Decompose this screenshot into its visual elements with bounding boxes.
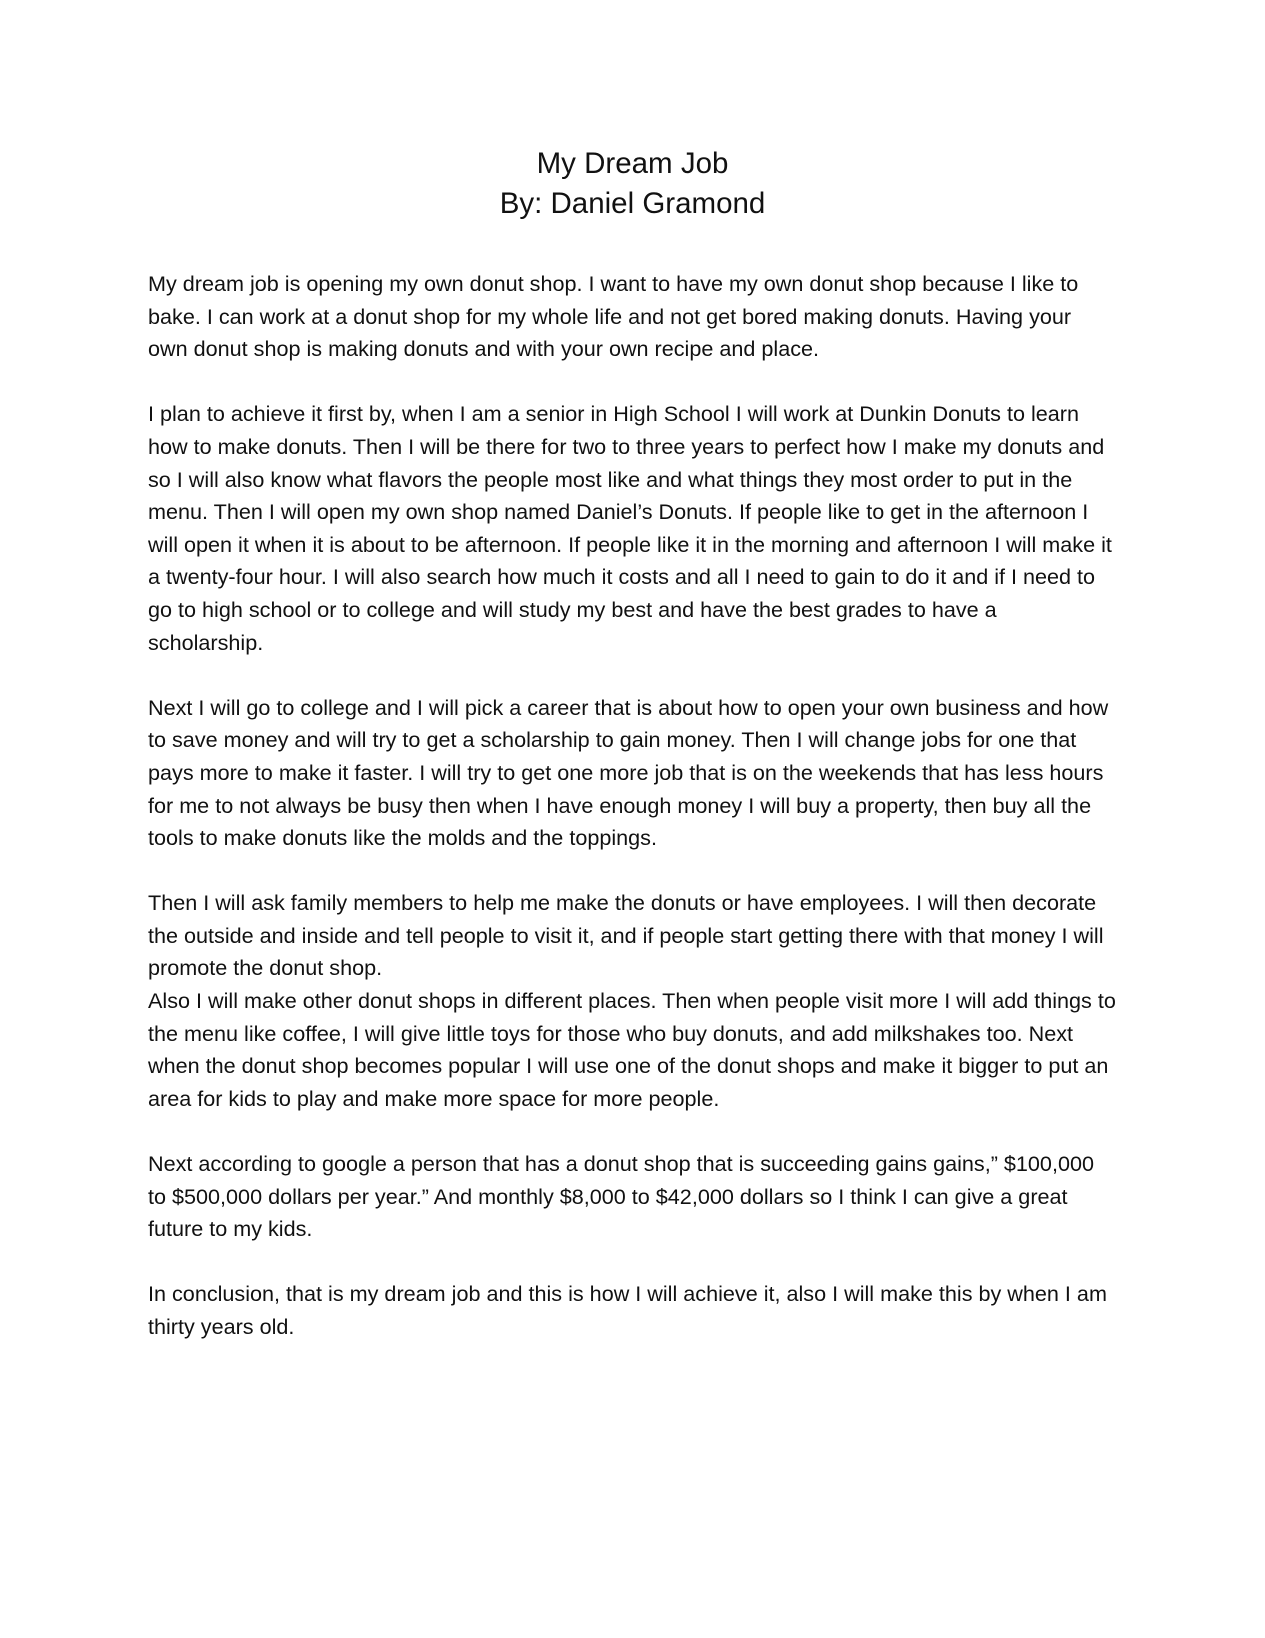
paragraph-college: Next I will go to college and I will pick a career that is about how to open your own business and how to save money and will try to get a scholarship to gain money. Then I will change jobs for one that pays more to make it faster. I will try to get one more job that is on the weekends that has less hours for me to not always be busy then when I have enough money I will buy a property, then buy all the tools to make donuts like the molds and the toppings. (148, 694, 1109, 851)
essay-body (148, 268, 1116, 1376)
paragraph-plan: I plan to achieve it first by, when I am a senior in High School I will work at Dunkin Donuts to learn how to make donuts. Then I will be there for two to three years to perfect how I make my donuts and so I will also know what flavors the people most like and what things they most order to put in the menu. Then I will open my own shop named Daniel’s Donuts. If people like to get in the afternoon I will open it when it is about to be afternoon. If people like it in the morning and afternoon I will make it a twenty-four hour. I will also search how much it costs and all I need to gain to do it and if I need to go to high school or to college and will study my best and have the best grades to have a scholarship. (148, 401, 1112, 655)
paragraph-expansion: Also I will make other donut shops in different places. Then when people visit more I will add things to the menu like coffee, I will give little toys for those who buy donuts, and add milkshakes too. Next when the donut shop becomes popular I will use one of the donut shops and make it bigger to put an area for kids to play and make more space for more people. (148, 988, 1116, 1111)
paragraph-conclusion: In conclusion, that is my dream job and this is how I will achieve it, also I will make this by when I am thirty years old. (148, 1281, 1107, 1339)
title-block (0, 144, 1265, 224)
paragraph-intro: My dream job is opening my own donut shop. I want to have my own donut shop because I like to bake. I can work at a donut shop for my whole life and not get bored making donuts. Having your own donut shop is making donuts and with your own recipe and place. (148, 271, 1079, 362)
paragraph-family: Then I will ask family members to help me make the donuts or have employees. I will then decorate the outside and inside and tell people to visit it, and if people start getting there with that money I will promote the donut shop. (148, 890, 1104, 981)
author-byline: By: Daniel Gramond (499, 187, 766, 220)
document-title: My Dream Job (536, 147, 729, 180)
paragraph-earnings: Next according to google a person that has a donut shop that is succeeding gains gains,” $100,000 to $500,000 dollars per year.” And monthly $8,000 to $42,000 dollars so I think I can give a great future to my kids. (148, 1151, 1094, 1242)
